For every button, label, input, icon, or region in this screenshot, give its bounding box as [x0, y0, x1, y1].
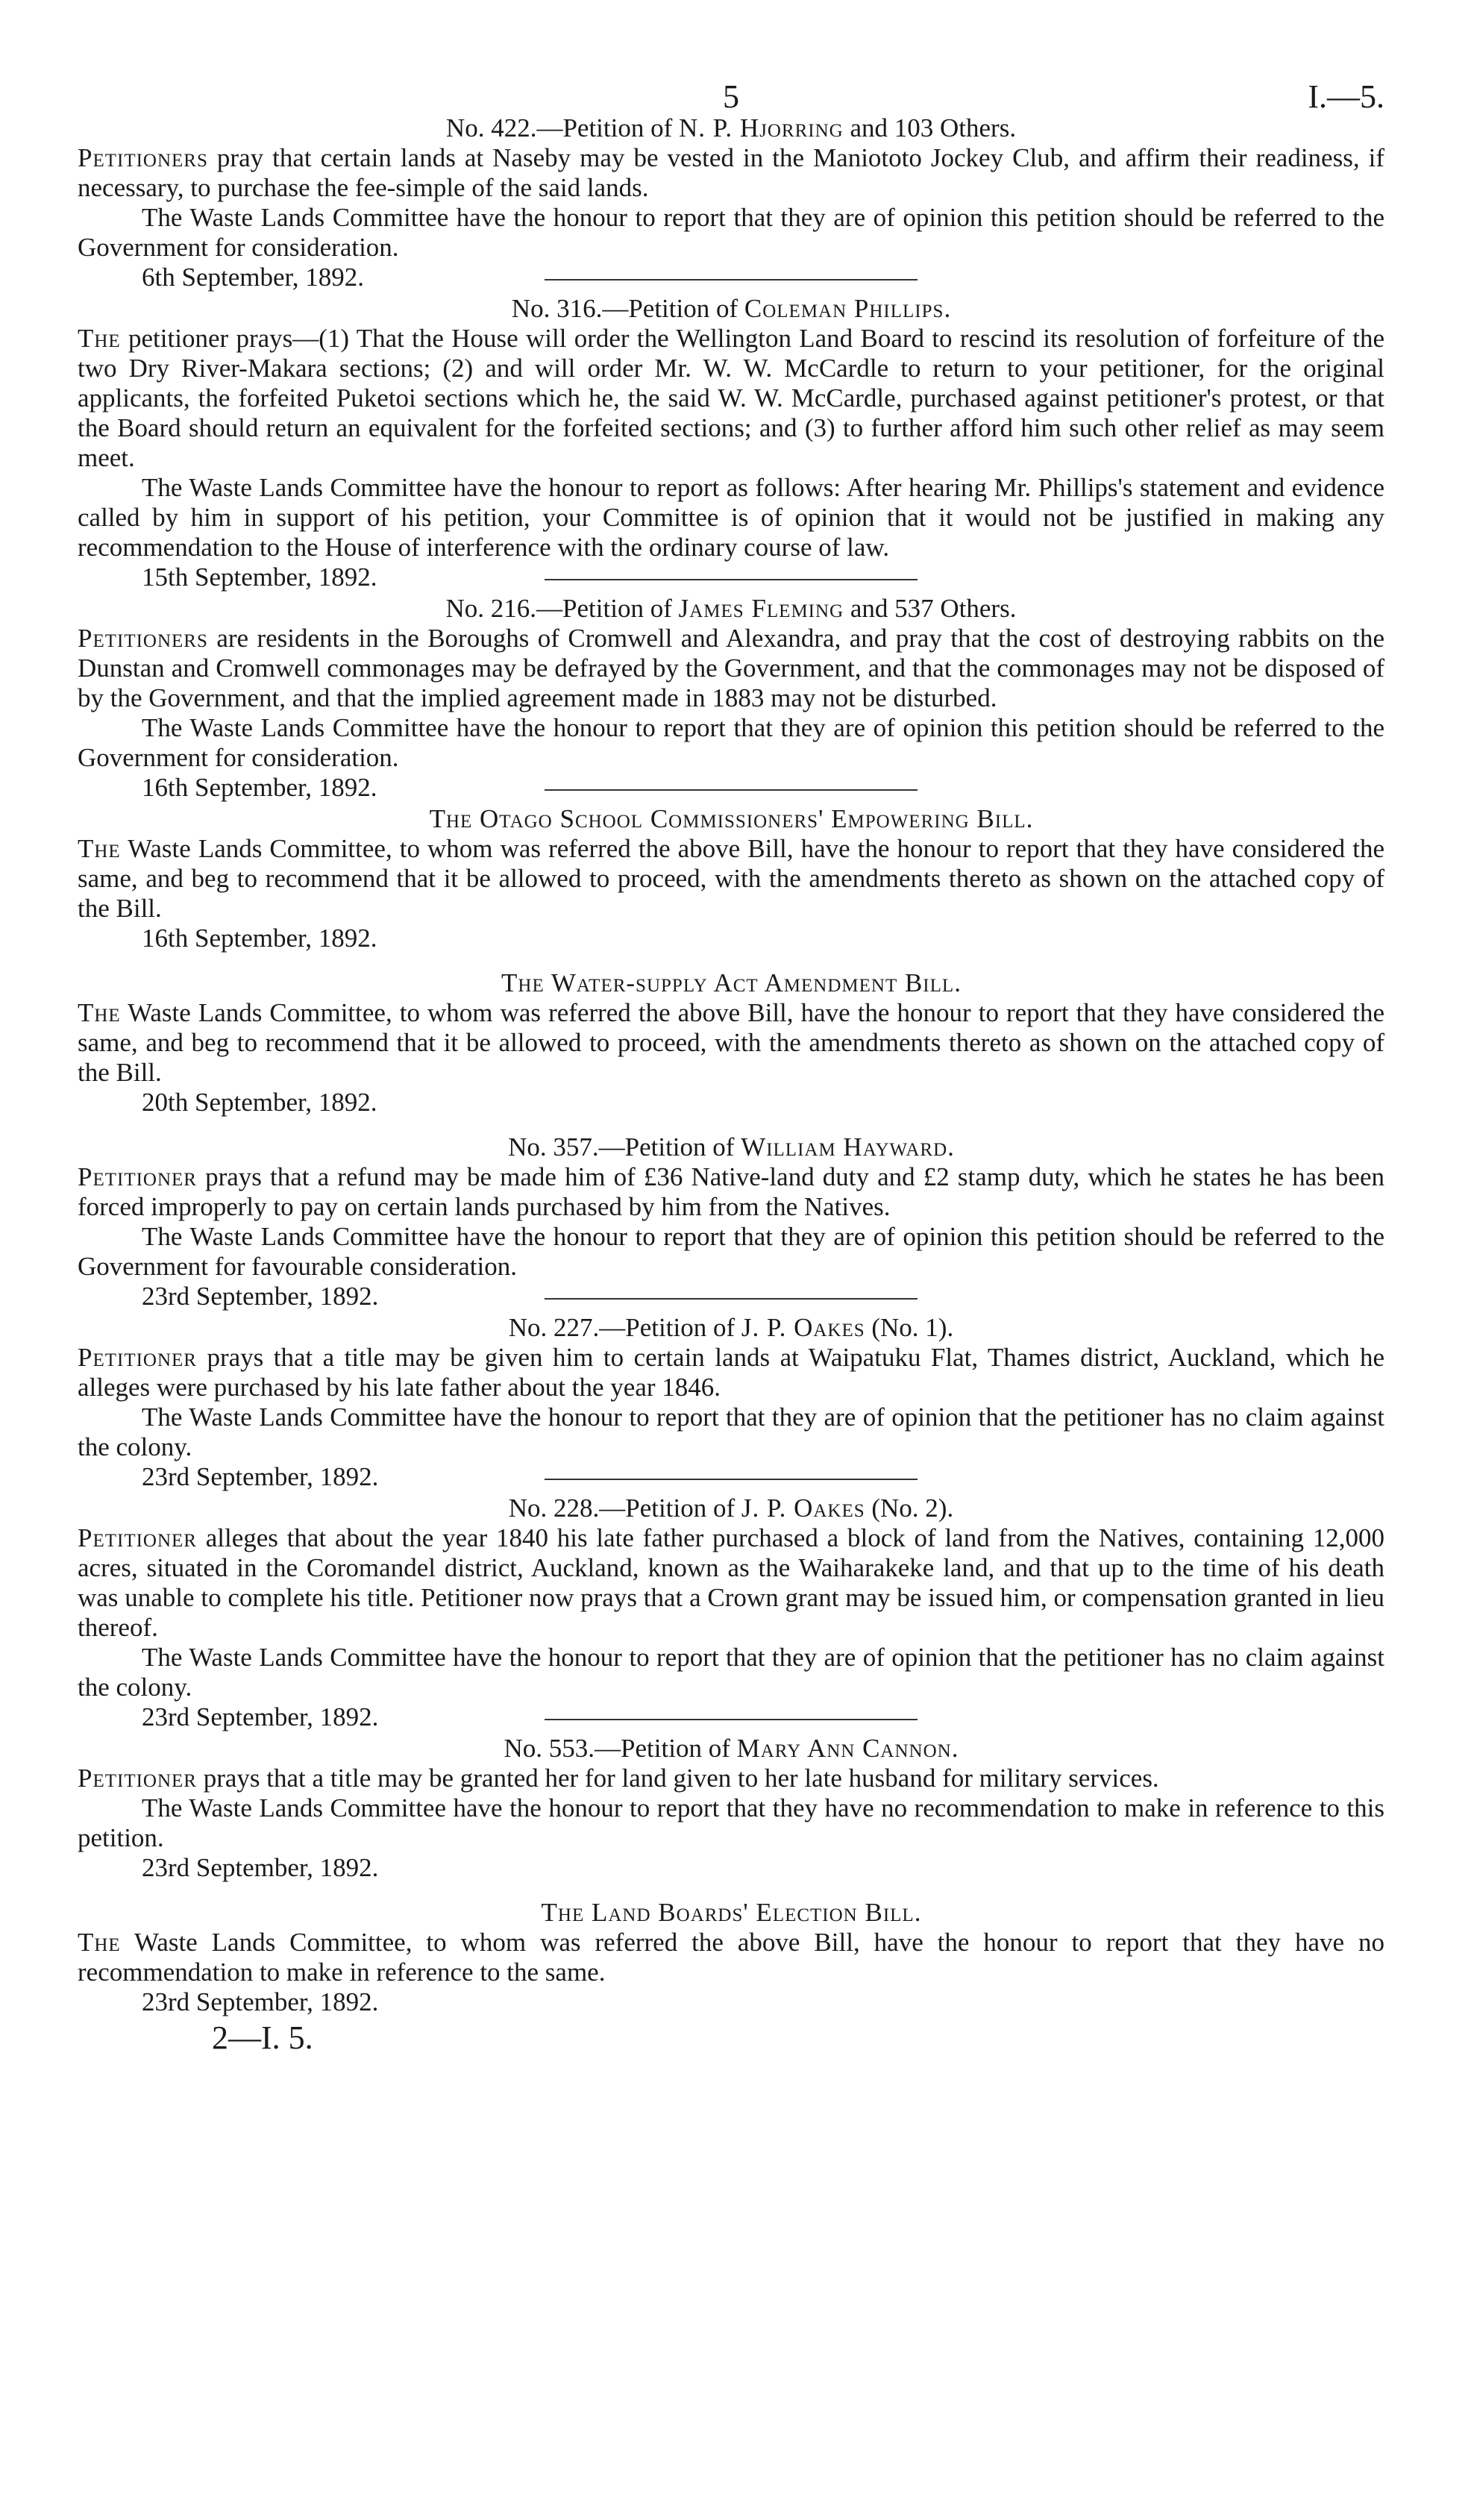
section-title: No. 227.—Petition of J. P. Oakes (No. 1). — [508, 1313, 954, 1342]
section-petition-228 — [78, 1493, 1384, 1734]
report-date: 23rd September, 1892. — [142, 1282, 379, 1311]
section-title: No. 357.—Petition of William Hayward. — [508, 1132, 954, 1162]
committee-report: The Waste Lands Committee have the honour to report as follows: After hearing Mr. Phillips's statement and evidence called by him in support of his petition, your Committee is of opinion that it would not be justified in making any recommendation to the House of interference with the ordinary course of law. — [78, 473, 1384, 562]
petition-text: Petitioners are residents in the Boroughs of Cromwell and Alexandra, and pray that the cost of destroying rabbits on the Dunstan and Cromwell commonages may be defrayed by the Government, and that the commonages may not be disposed of by the Government, and that the implied agreement made in 1883 may not be disturbed. — [78, 624, 1384, 712]
section-land-boards-bill — [78, 1898, 1384, 2017]
bill-report-text: The Waste Lands Committee, to whom was referred the above Bill, have the honour to report that they have considered the same, and beg to recommend that it be allowed to proceed, with the amendments thereto as shown on the attached copy of the Bill. — [78, 834, 1384, 923]
section-otago-bill — [78, 804, 1384, 968]
petition-text: Petitioner alleges that about the year 1840 his late father purchased a block of land from the Natives, containing 12,000 acres, situated in the Coromandel district, Auckland, known as the Waiharakeke land, and that up to the time of his death was unable to complete his title. Petitioner now prays that a Crown grant may be issued him, or compensation granted in lieu thereof. — [78, 1523, 1384, 1642]
committee-report: The Waste Lands Committee have the honour to report that they are of opinion that the petitioner has no claim against the colony. — [78, 1402, 1384, 1461]
report-date: 23rd September, 1892. — [142, 1853, 379, 1882]
section-petition-227 — [78, 1313, 1384, 1493]
petition-text: Petitioner prays that a title may be given him to certain lands at Waipatuku Flat, Thames district, Auckland, which he alleges were purchased by his late father about the year 1846. — [78, 1343, 1384, 1402]
report-date: 23rd September, 1892. — [142, 1702, 379, 1731]
committee-report: The Waste Lands Committee have the honour to report that they are of opinion that the petitioner has no claim against the colony. — [78, 1643, 1384, 1702]
section-divider — [545, 789, 918, 791]
section-petition-553 — [78, 1734, 1384, 1898]
section-petition-357 — [78, 1132, 1384, 1313]
page-header — [78, 0, 1384, 113]
bill-report-text: The Waste Lands Committee, to whom was referred the above Bill, have the honour to report that they have considered the same, and beg to recommend that it be allowed to proceed, with the amendments thereto as shown on the attached copy of the Bill. — [78, 998, 1384, 1087]
petition-text: Petitioner prays that a refund may be made him of £36 Native-land duty and £2 stamp duty, which he states he has been forced improperly to pay on certain lands purchased by him from the Natives. — [78, 1162, 1384, 1221]
section-petition-316 — [78, 294, 1384, 594]
section-title: No. 553.—Petition of Mary Ann Cannon. — [504, 1734, 959, 1763]
page-number: 5 — [723, 78, 739, 115]
section-water-supply-bill — [78, 968, 1384, 1132]
report-date: 16th September, 1892. — [142, 924, 377, 953]
report-date: 15th September, 1892. — [142, 562, 377, 592]
paper-reference: I.—5. — [1308, 78, 1384, 115]
section-title: No. 316.—Petition of Coleman Phillips. — [511, 294, 951, 323]
section-petition-422 — [78, 113, 1384, 294]
section-title: The Water-supply Act Amendment Bill. — [501, 968, 961, 997]
section-title: No. 422.—Petition of N. P. Hjorring and 103 Others. — [445, 113, 1017, 142]
section-title: The Land Boards' Election Bill. — [541, 1898, 921, 1927]
petition-text: Petitioners pray that certain lands at Naseby may be vested in the Maniototo Jockey Club, and affirm their readiness, if necessary, to purchase the fee-simple of the said lands. — [78, 143, 1384, 202]
report-date: 23rd September, 1892. — [142, 1462, 379, 1491]
report-date: 20th September, 1892. — [142, 1088, 377, 1117]
report-date: 16th September, 1892. — [142, 773, 377, 802]
committee-report: The Waste Lands Committee have the honour to report that they are of opinion this petition should be referred to the Government for favourable consideration. — [78, 1222, 1384, 1281]
section-title: No. 216.—Petition of James Fleming and 537 Others. — [445, 594, 1017, 623]
committee-report: The Waste Lands Committee have the honour to report that they have no recommendation to make in reference to this petition. — [78, 1793, 1384, 1852]
section-divider — [545, 279, 918, 280]
bill-report-text: The Waste Lands Committee, to whom was referred the above Bill, have the honour to report that they have no recommendation to make in reference to the same. — [78, 1928, 1384, 1987]
section-petition-216 — [78, 594, 1384, 804]
section-divider — [545, 1479, 918, 1480]
committee-report: The Waste Lands Committee have the honour to report that they are of opinion this petition should be referred to the Government for consideration. — [78, 713, 1384, 772]
section-divider — [545, 1719, 918, 1720]
section-divider — [545, 1298, 918, 1300]
report-date: 23rd September, 1892. — [142, 1987, 379, 2016]
signature-mark: 2—I. 5. — [212, 2019, 313, 2056]
petition-text: The petitioner prays—(1) That the House will order the Wellington Land Board to rescind its resolution of forfeiture of the two Dry River-Makara sections; (2) and will order Mr. W. W. McCardle to return to your petitioner, for the original applicants, the forfeited Puketoi sections which he, the said W. W. McCardle, purchased against petitioner's protest, or that the Board should return an equivalent for the forfeited sections; and (3) to further afford him such other relief as may seem meet. — [78, 324, 1384, 472]
section-title: The Otago School Commissioners' Empowering Bill. — [429, 804, 1033, 833]
committee-report: The Waste Lands Committee have the honour to report that they are of opinion this petition should be referred to the Government for consideration. — [78, 203, 1384, 262]
report-date: 6th September, 1892. — [142, 263, 364, 292]
petition-text: Petitioner prays that a title may be granted her for land given to her late husband for military services. — [78, 1764, 1159, 1793]
section-divider — [545, 579, 918, 580]
section-title: No. 228.—Petition of J. P. Oakes (No. 2). — [508, 1493, 954, 1523]
document-page — [78, 0, 1384, 2057]
